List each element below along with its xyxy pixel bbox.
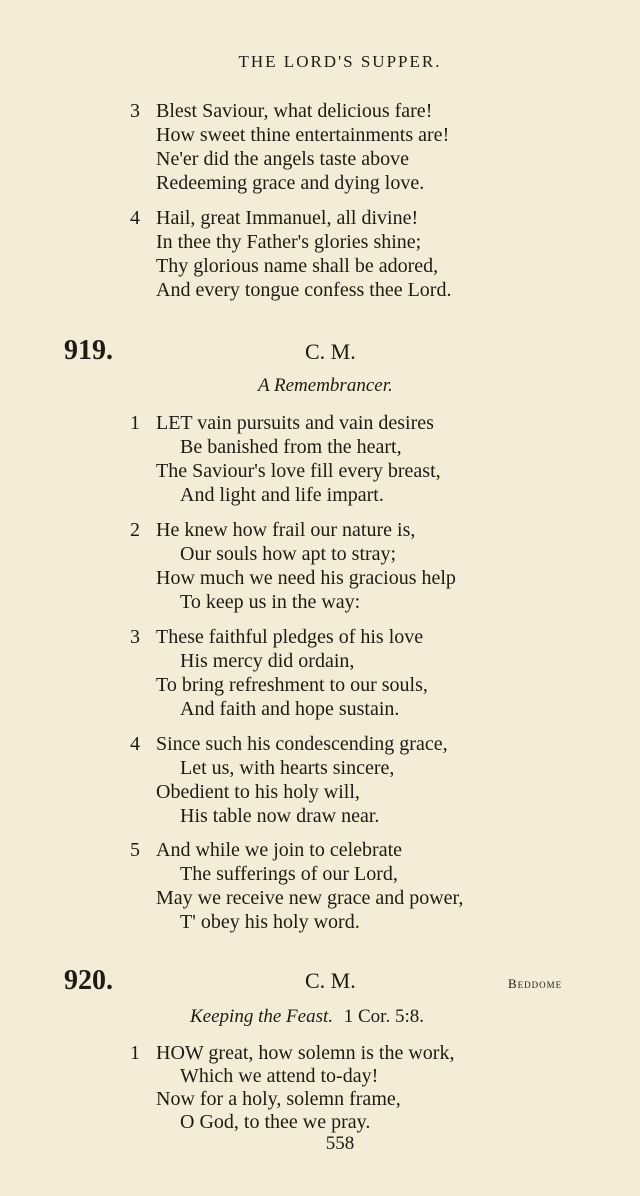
verse-line: Hail, great Immanuel, all divine! [156,207,419,229]
hymn-meter: C. M. [305,968,356,993]
hymn-title: A Remembrancer. [258,375,393,396]
page-number: 558 [325,1133,355,1154]
verse-line: Ne'er did the angels taste above [156,148,409,170]
verse-line: The Saviour's love fill every breast, [156,460,441,482]
verse-line: And while we join to celebrate [156,839,403,861]
verse-line: Since such his condescending grace, [156,733,448,755]
hymn-title: Keeping the Feast. [190,1006,333,1027]
verse-number: 4 [130,207,140,229]
verse-line: The sufferings of our Lord, [180,863,398,885]
verse-line: Which we attend to-day! [180,1065,379,1087]
verse-line: O God, to thee we pray. [180,1111,371,1133]
verse-line: How much we need his gracious help [156,567,456,589]
verse-line: His table now draw near. [180,805,380,827]
verse-number: 5 [130,839,140,861]
verse-line: T' obey his holy word. [180,911,360,933]
verse-line: Be banished from the heart, [180,436,402,458]
hymn-number: 919. [64,335,113,366]
verse-number: 1 [130,1042,140,1064]
verse-line: LET vain pursuits and vain desires [156,412,434,434]
verse-line: These faithful pledges of his love [156,626,424,648]
verse-line: Now for a holy, solemn frame, [156,1088,401,1110]
verse-number: 4 [130,733,140,755]
running-head: THE LORD'S SUPPER. [238,52,442,71]
verse-number: 3 [130,100,140,122]
verse-number: 1 [130,412,140,434]
verse-line: Obedient to his holy will, [156,781,360,803]
verse-line: His mercy did ordain, [180,650,355,672]
verse-number: 2 [130,519,140,541]
verse-line: And every tongue confess thee Lord. [156,279,452,301]
verse-line: To keep us in the way: [180,591,361,613]
verse-line: Our souls how apt to stray; [180,543,397,565]
verse-line: HOW great, how solemn is the work, [156,1042,455,1064]
verse-line: Let us, with hearts sincere, [180,757,395,779]
verse-line: He knew how frail our nature is, [156,519,416,541]
scripture-reference: 1 Cor. 5:8. [343,1006,424,1027]
verse-line: Thy glorious name shall be adored, [156,255,439,277]
hymn-title-line [190,1005,424,1029]
verse-number: 3 [130,626,140,648]
verse-line: And faith and hope sustain. [180,698,400,720]
verse-line: And light and life impart. [180,484,384,506]
verse-line: Redeeming grace and dying love. [156,172,425,194]
verse-line: How sweet thine entertainments are! [156,124,450,146]
verse-line: To bring refreshment to our souls, [156,674,428,696]
verse-line: In thee thy Father's glories shine; [156,231,422,253]
hymn-meter: C. M. [305,339,356,364]
hymn-author: Beddome [508,976,563,991]
verse-line: May we receive new grace and power, [156,887,464,909]
verse-line: Blest Saviour, what delicious fare! [156,100,433,122]
hymn-number: 920. [64,965,113,996]
